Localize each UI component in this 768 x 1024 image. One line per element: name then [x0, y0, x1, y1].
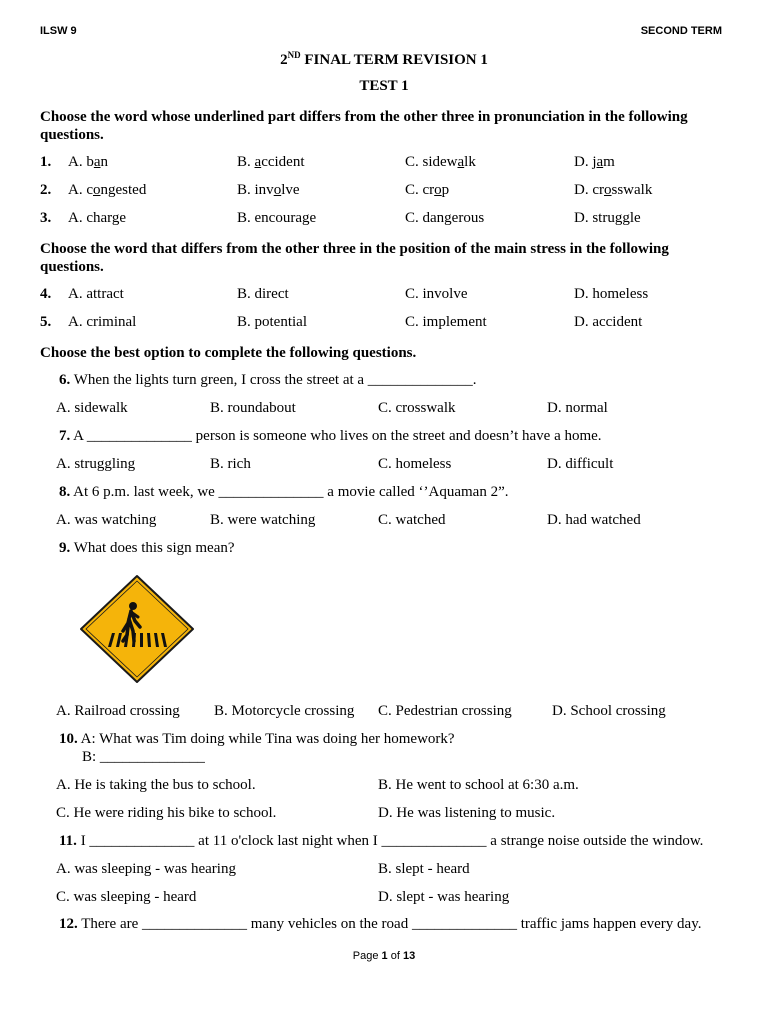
question-8-options: [56, 512, 736, 532]
question-10-options-cd: [56, 805, 736, 825]
option-a[interactable]: A. Railroad crossing: [56, 703, 180, 719]
page-footer: [0, 950, 768, 962]
page-subtitle: TEST 1: [359, 78, 409, 94]
option-d[interactable]: D. struggle: [574, 210, 641, 226]
option-c[interactable]: C. dangerous: [405, 210, 485, 226]
footer-of-word: of: [387, 950, 403, 962]
question-number: 3.: [40, 210, 52, 226]
option-b[interactable]: B. rich: [210, 456, 251, 472]
option-d[interactable]: D. accident: [574, 314, 643, 330]
option-b[interactable]: B. were watching: [210, 512, 316, 528]
section2-instruction: Choose the word that differs from the other three in the position of the main stress in the following questions.: [40, 241, 669, 275]
question-10-options-ab: [56, 777, 736, 797]
option-c[interactable]: C. was sleeping - heard: [56, 889, 197, 905]
option-b[interactable]: B. encourage: [237, 210, 317, 226]
question-5-row: [40, 314, 730, 334]
option-d[interactable]: D. crosswalk: [574, 182, 653, 198]
option-b[interactable]: B. direct: [237, 286, 289, 302]
question-12-stem: 12. There are ______________ many vehicles on the road ______________ traffic jams happen every day.: [59, 916, 702, 932]
footer-page-total: 13: [402, 950, 416, 962]
title-ordinal: 2: [280, 52, 288, 68]
question-9-stem: 9. What does this sign mean?: [59, 540, 235, 556]
title-superscript: ND: [287, 50, 301, 60]
option-d[interactable]: D. normal: [547, 400, 608, 416]
question-3-row: [40, 210, 730, 230]
option-d[interactable]: D. difficult: [547, 456, 614, 472]
footer-page-number: 1: [381, 950, 388, 962]
option-c[interactable]: C. involve: [405, 286, 468, 302]
option-d[interactable]: D. School crossing: [552, 703, 666, 719]
option-d[interactable]: D. He was listening to music.: [378, 805, 556, 821]
question-number: 1.: [40, 154, 52, 170]
option-c[interactable]: C. watched: [378, 512, 446, 528]
option-b[interactable]: B. accident: [237, 154, 305, 170]
option-a[interactable]: A. congested: [68, 182, 147, 198]
question-10-stem: 10. A: What was Tim doing while Tina was doing her homework?: [59, 731, 455, 747]
question-9-options: [56, 703, 736, 723]
question-11-options-cd: [56, 889, 736, 909]
option-c[interactable]: C. homeless: [378, 456, 452, 472]
section3-instruction: Choose the best option to complete the following questions.: [40, 345, 417, 361]
question-6-options: [56, 400, 736, 420]
option-b[interactable]: B. He went to school at 6:30 a.m.: [378, 777, 579, 793]
section1-instruction: Choose the word whose underlined part differs from the other three in pronunciation in the following questions.: [40, 109, 688, 143]
footer-page-word: Page: [352, 950, 382, 962]
option-c[interactable]: C. implement: [405, 314, 487, 330]
option-a[interactable]: A. was sleeping - was hearing: [56, 861, 236, 877]
pedestrian-crossing-sign-icon: [78, 573, 196, 685]
option-a[interactable]: A. ban: [68, 154, 109, 170]
page-title: [0, 50, 768, 69]
question-6-stem: 6. When the lights turn green, I cross the street at a ______________.: [59, 372, 477, 388]
option-b[interactable]: B. Motorcycle crossing: [214, 703, 355, 719]
option-b[interactable]: B. involve: [237, 182, 300, 198]
option-a[interactable]: A. attract: [68, 286, 124, 302]
question-11-stem: 11. I ______________ at 11 o'clock last night when I ______________ a strange noise outside the window.: [59, 833, 704, 849]
option-a[interactable]: A. struggling: [56, 456, 136, 472]
option-b[interactable]: B. slept - heard: [378, 861, 470, 877]
question-11-options-ab: [56, 861, 736, 881]
option-d[interactable]: D. homeless: [574, 286, 649, 302]
question-8-stem: 8. At 6 p.m. last week, we ______________ a movie called ‘’Aquaman 2”.: [59, 484, 509, 500]
question-7-stem: 7. A ______________ person is someone who lives on the street and doesn’t have a home.: [59, 428, 602, 444]
option-c[interactable]: C. sidewalk: [405, 154, 476, 170]
question-number: 2.: [40, 182, 52, 198]
option-c[interactable]: C. Pedestrian crossing: [378, 703, 512, 719]
header-right: SECOND TERM: [640, 25, 722, 37]
option-a[interactable]: A. charge: [68, 210, 127, 226]
option-a[interactable]: A. was watching: [56, 512, 157, 528]
question-7-options: [56, 456, 736, 476]
title-text: FINAL TERM REVISION 1: [300, 52, 488, 68]
question-4-row: [40, 286, 730, 306]
option-b[interactable]: B. roundabout: [210, 400, 296, 416]
option-d[interactable]: D. had watched: [547, 512, 641, 528]
question-2-row: [40, 182, 730, 202]
option-a[interactable]: A. sidewalk: [56, 400, 128, 416]
question-10-line2: B: ______________: [82, 749, 205, 765]
option-c[interactable]: C. crop: [405, 182, 450, 198]
option-c[interactable]: C. He were riding his bike to school.: [56, 805, 277, 821]
option-a[interactable]: A. He is taking the bus to school.: [56, 777, 256, 793]
option-c[interactable]: C. crosswalk: [378, 400, 456, 416]
option-a[interactable]: A. criminal: [68, 314, 137, 330]
question-number: 4.: [40, 286, 52, 302]
option-d[interactable]: D. slept - was hearing: [378, 889, 510, 905]
question-1-row: [40, 154, 730, 174]
header-left: ILSW 9: [40, 25, 77, 37]
option-d[interactable]: D. jam: [574, 154, 615, 170]
option-b[interactable]: B. potential: [237, 314, 307, 330]
question-number: 5.: [40, 314, 52, 330]
